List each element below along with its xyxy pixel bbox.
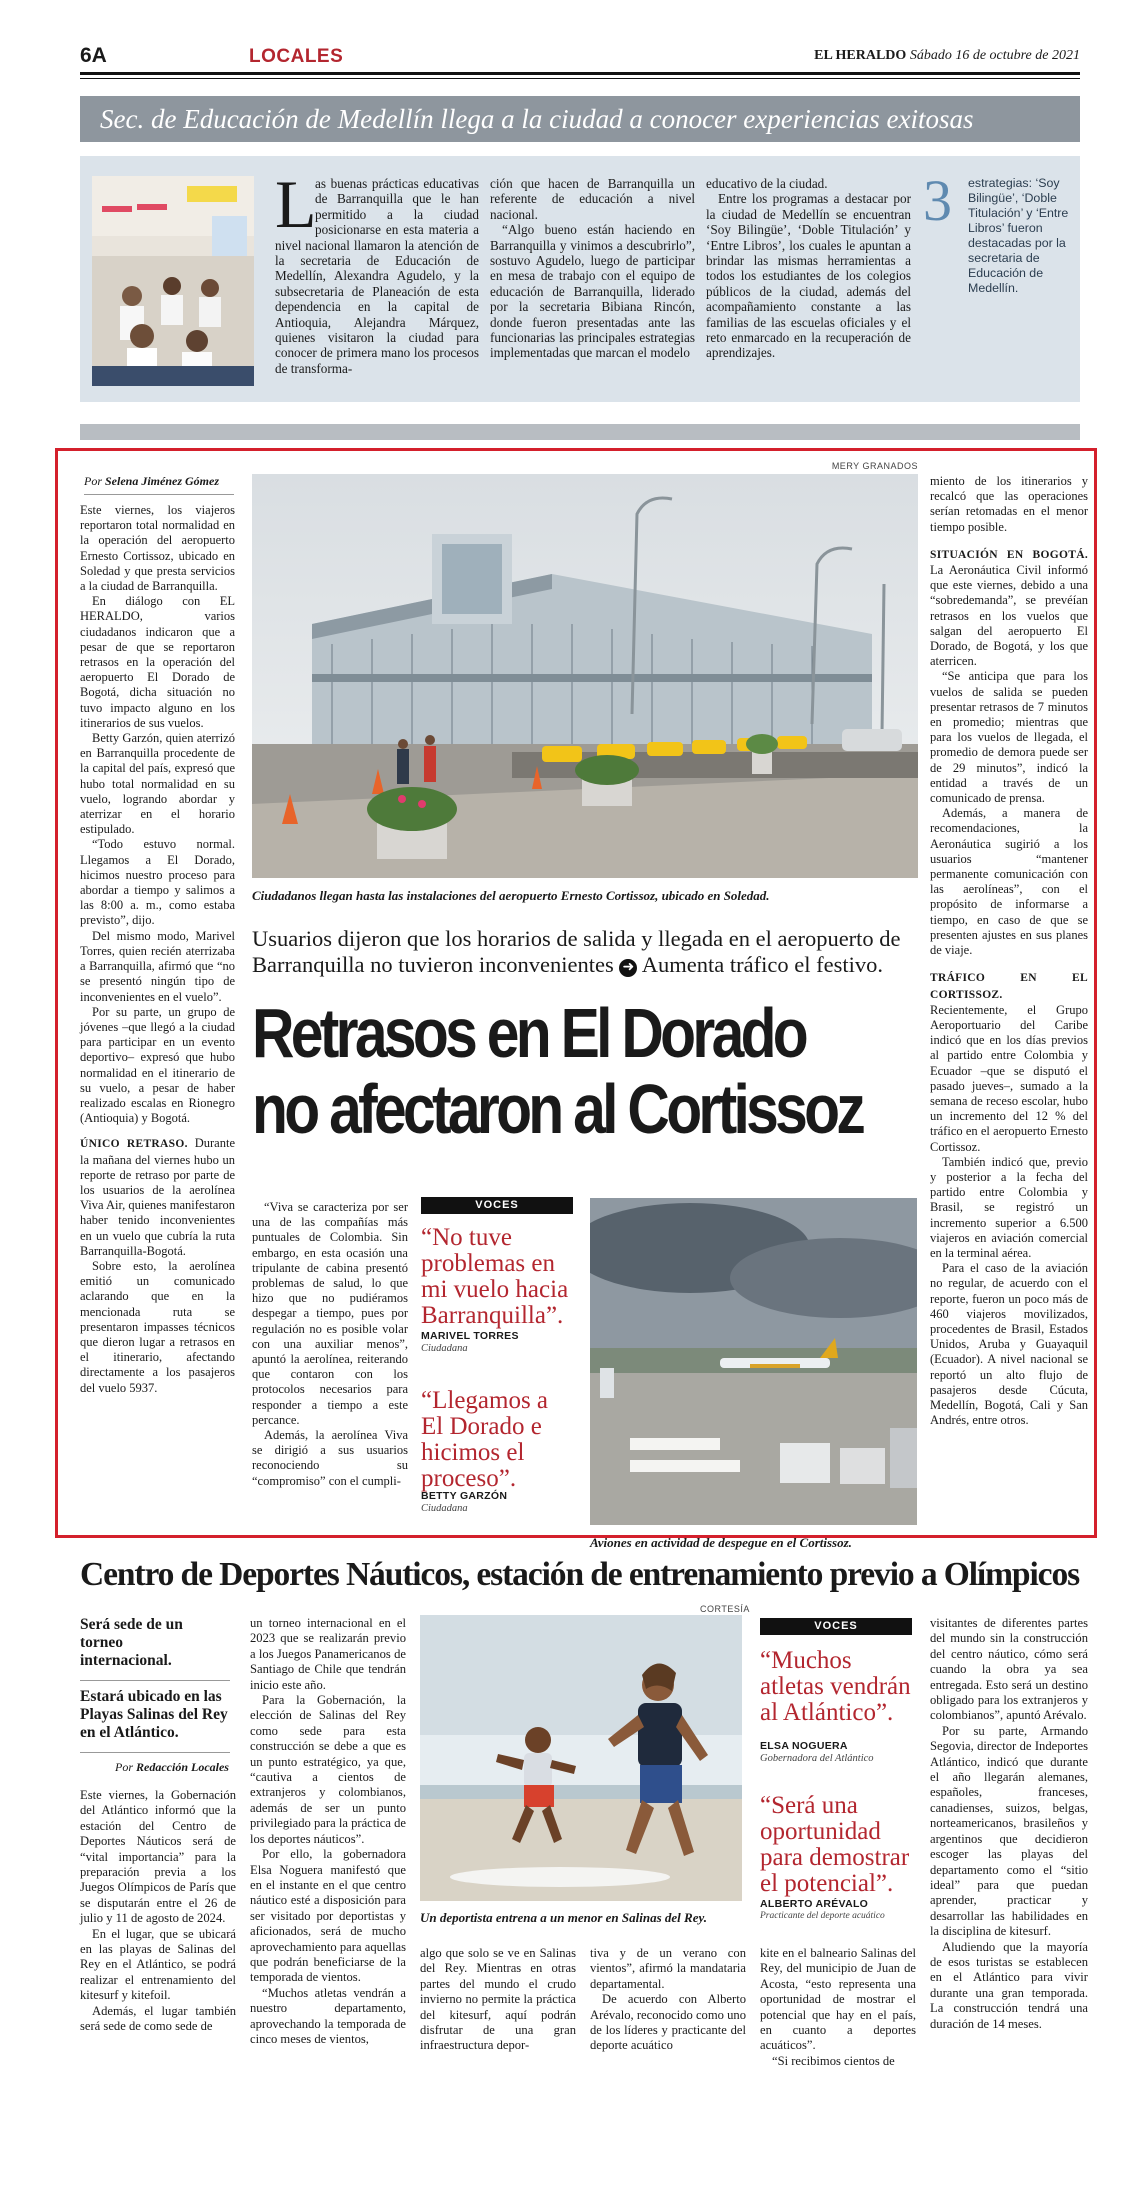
- bottom-quote-2-role: Practicante del deporte acuático: [760, 1911, 885, 1921]
- main-left-p1: Este viernes, los viajeros reportaron total normalidad en la operación del aeropuerto Ernesto Cortissoz, ubicado en Soledad y que presta servicios a la ciudad de Barranquilla.: [80, 503, 235, 594]
- main-left-p2: En diálogo con EL HERALDO, varios ciudadanos indicaron que a pesar de que se reportaron retrasos en la operación del aeropuerto El Dorado de Bogotá, dicha situación no tuvo impacto alguno en los itinerarios de sus vuelos.: [80, 594, 235, 730]
- bottom-col-3-p1: algo que solo se ve en Salinas del Rey. Mientras en otras partes del mundo el crudo invierno no permite la práctica del kitesurf, aquí podrán disfrutar de una gran infraestructura depor-: [420, 1946, 576, 2053]
- bottom-byline-prefix: Por: [115, 1760, 133, 1774]
- classroom-photo: [92, 176, 254, 386]
- main-mid-p1: “Viva se caracteriza por ser una de las compañías más puntuales de Colombia. Sin embargo, en esta ocasión una tripulante de cabina presentó problemas de salud, lo que hizo que no pudiéramos despegar a tiempo, pues por regulación no es posible volar con una auxiliar menos”, apuntó la aerolínea, reiterando que contaron con los protocolos necesarios para responder a tiempo a este percance.: [252, 1200, 408, 1427]
- main-right-top: miento de los itinerarios y recalcó que las operaciones serían retomadas en el menor tiempo posible.: [930, 474, 1088, 534]
- bogota-text-1: La Aeronáutica Civil informó que este viernes, debido a una “sobredemanda”, se prevéían retrasos en los vuelos que salgan del aeropuerto El Dorado, de Bogotá, y los que aterricen.: [930, 563, 1088, 669]
- main-left-p6: Por su parte, un grupo de jóvenes –que llegó a la ciudad para participar en un evento deportivo– expresó que hubo normalidad en el itinerario de su vuelo, a pesar de haber realizado escalas en Rionegro (Antioquia) y Bogotá.: [80, 1004, 235, 1126]
- main-deck-line-2: Barranquilla no tuvieron inconvenientes: [252, 952, 614, 977]
- bottom-col-6-p3: Aludiendo que la mayoría de esos turistas se establecen en el Atlántico para vivir durante una gran temporada. La construcción tendrá una duración de 14 meses.: [930, 1939, 1088, 2031]
- trafico-head: TRÁFICO EN EL CORTISSOZ.: [930, 972, 1088, 1001]
- main-headline-line-2: no afectaron al Cortissoz: [252, 1070, 863, 1148]
- bottom-col-1-p3: Además, el lugar también será sede de como sede de: [80, 2003, 236, 2034]
- edu-col-3: [706, 176, 911, 361]
- edu-col-3-p1: educativo de la ciudad.: [706, 176, 828, 191]
- main-right-col: [930, 474, 1088, 1428]
- runway-photo: [590, 1198, 917, 1525]
- section-divider: [80, 424, 1080, 440]
- bottom-headline: Centro de Deportes Náuticos, estación de entrenamiento previo a Olímpicos: [80, 1556, 1080, 1593]
- main-quote-2: “Llegamos a El Dorado e hicimos el proceso”.: [421, 1387, 549, 1492]
- issue-date: Sábado 16 de octubre de 2021: [909, 48, 1080, 63]
- main-trafico-p1: Recientemente, el Grupo Aeroportuario del Caribe indicó que en los días previos al partido entre Colombia y Ecuador –que se disputó el pasado jueves–, sumado a la semana de receso escolar, hubo un incremento del 12 % del tráfico en el aeropuerto Ernesto Cortissoz.: [930, 1002, 1088, 1154]
- bottom-voces-rule: [760, 1634, 912, 1635]
- main-deck: [252, 926, 932, 978]
- main-quote-2-role: Ciudadana: [421, 1503, 468, 1514]
- main-quote-1-role: Ciudadana: [421, 1343, 468, 1354]
- bottom-col-2-p2: Para la Gobernación, la elección de Salinas del Rey como sede para esta construcción se debe a que es un punto estratégico, ya que, “cautiva a cientos de extranjeros y colombianos, además de ser un punto privilegiado para la práctica de los deportes náuticos”.: [250, 1693, 406, 1846]
- bottom-col-4: [590, 1946, 746, 2054]
- bottom-quote-2-name: ALBERTO ARÉVALO: [760, 1898, 869, 1910]
- edu-col-2: [490, 176, 695, 361]
- page-number: 6A: [80, 44, 107, 67]
- main-mid-col: [252, 1200, 408, 1489]
- main-deck-line-1: Usuarios dijeron que los horarios de salida y llegada en el aeropuerto de: [252, 926, 901, 951]
- edu-col-1-text: as buenas prácticas educativas de Barranquilla que le han permitido a la ciudad posicionarse en esta materia a nivel nacional llamaron la atención de la secretaria de Educación de Medellín, Alexandra Agudelo, y la subsecretaria de Planeación de esta dependencia en la capital de Antioquia, Alejandra Márquez, quienes visitaron la ciudad para conocer de primera mano los procesos de transforma-: [275, 176, 479, 376]
- header-masthead: [814, 48, 1080, 64]
- main-photo-caption: Ciudadanos llegan hasta las instalaciones del aeropuerto Ernesto Cortissoz, ubicado en Soledad.: [252, 888, 770, 903]
- main-quote-1-name: MARIVEL TORRES: [421, 1330, 519, 1342]
- beach-photo: [420, 1615, 742, 1901]
- bottom-col-2-p4: “Muchos atletas vendrán a nuestro departamento, aprovechando la temporada de cinco meses de vientos,: [250, 1985, 406, 2046]
- byline-rule: [84, 494, 234, 495]
- edu-col-2-p2: “Algo bueno están haciendo en Barranquilla y vinimos a descubrirlo”, sostuvo Agudelo, luego de participar en mesa de trabajo con el equipo de educación de Barranquilla, liderado por la secretaria Bibiana Rincón, donde fueron presentadas ante las funcionarias las principales estrategias implementadas que marcan el modelo: [490, 222, 695, 361]
- main-photo-credit: MERY GRANADOS: [831, 461, 918, 471]
- summary-rule-1: [80, 1680, 230, 1681]
- bottom-col-5: [760, 1946, 916, 2069]
- summary-rule-2: [80, 1752, 230, 1753]
- main-voces-rule: [421, 1213, 573, 1214]
- main-quote-1: “No tuve problemas en mi vuelo hacia Barranquilla”.: [421, 1224, 569, 1329]
- main-unico-p2: Sobre esto, la aerolínea emitió un comunicado aclarando que en la mencionada ruta se presentaron impasses técnicos que dieron lugar a retrasos en el itinerario, afectando directamente a los pasajeros del vuelo 5937.: [80, 1258, 235, 1395]
- edu-banner: [80, 96, 1080, 142]
- bottom-summary-1: Será sede de un torneo internacional.: [80, 1616, 183, 1669]
- edu-banner-title: Sec. de Educación de Medellín llega a la ciudad a conocer experiencias exitosas: [100, 104, 974, 134]
- section-name: LOCALES: [249, 46, 344, 67]
- bottom-quote-1: “Muchos atletas vendrán al Atlántico”.: [760, 1647, 911, 1726]
- bottom-byline-name: Redacción Locales: [136, 1760, 229, 1774]
- bottom-voces-label: VOCES: [760, 1618, 912, 1634]
- main-quote-2-name: BETTY GARZÓN: [421, 1490, 508, 1502]
- main-deck-arrow-text: Aumenta tráfico el festivo.: [641, 952, 883, 977]
- bottom-col-6-p2: Por su parte, Armando Segovia, director de Indeportes Atlántico, indicó que durante el año llegarán alemanes, españoles, franceses, canadienses, suizos, belgas, norteamericanos, brasileños y argentinos que decidieron escoger las playas del departamento como el “sitio ideal” para que puedan aprender, practicar y desarrollar las habilidades en la disciplina de kitesurf.: [930, 1723, 1088, 1939]
- main-unico-p1: [80, 1136, 235, 1259]
- bottom-col-5-p1: kite en el balneario Salinas del Rey, del municipio de Juan de Acosta, “esto representa una oportunidad de mostrar el potencial que hay en el país, en cuanto a deportes acuáticos”.: [760, 1946, 916, 2053]
- edu-fact-text: estrategias: ‘Soy Bilingüe’, ‘Doble Titulación’ y ‘Entre Libros’ fueron destacadas por la secretaria de Educación de Medellín.: [968, 176, 1069, 295]
- airport-photo: [252, 474, 918, 878]
- runway-photo-caption: Aviones en actividad de despegue en el Cortissoz.: [590, 1535, 852, 1550]
- edu-col-1: [275, 176, 479, 376]
- main-bogota-p1: [930, 547, 1088, 670]
- main-byline-name: Selena Jiménez Gómez: [105, 474, 219, 488]
- bottom-col-2-p3: Por ello, la gobernadora Elsa Noguera manifestó que en el instante en el que centro náutico esté a disposición para ser visitado por deportistas y aficionados, será de mucho aprovechamiento para aquellas que podrán beneficiarse de la temporada de vientos.: [250, 1847, 406, 1985]
- bottom-col-6-p1: visitantes de diferentes partes del mundo sin la construcción del centro náutico, cómo será cuando la obra ya sea entregada. Esto será un destino obligado para los extranjeros y colombianos”, apuntó Arévalo.: [930, 1616, 1088, 1723]
- bogota-head: SITUACIÓN EN BOGOTÁ.: [930, 548, 1088, 561]
- bottom-col-1-p1: Este viernes, la Gobernación del Atlántico informó que la estación del Centro de Deportes Náuticos será de “vital importancia” para la preparación previa a los Juegos Olímpicos de París que se disputarán entre el 26 de julio y 11 de agosto de 2024.: [80, 1788, 236, 1926]
- main-byline: [84, 474, 234, 489]
- main-trafico-head-p: [930, 970, 1088, 1002]
- bottom-col-4-p2: De acuerdo con Alberto Arévalo, reconocido como uno de los líderes y practicante del deporte acuático: [590, 1992, 746, 2053]
- main-headline: [252, 994, 863, 1148]
- bottom-summary-2: Estará ubicado en las Playas Salinas del Rey en el Atlántico.: [80, 1688, 228, 1741]
- arrow-circle-icon: ➜: [619, 959, 637, 977]
- bottom-col-2-p1: un torneo internacional en el 2023 que se realizarán previo a los Juegos Panamericanos de Santiago de Chile que tendrán inicio este año.: [250, 1616, 406, 1692]
- main-trafico-p2: También indicó que, previo y posterior a la fecha del partido entre Colombia y Brasil, se registró un incremento superior a 6.500 viajeros en aviación comercial en la terminal aérea.: [930, 1154, 1088, 1260]
- paper-name: EL HERALDO: [814, 48, 907, 63]
- main-mid-p2: Además, la aerolínea Viva se dirigió a sus usuarios reconociendo su “compromiso” con el cumpli-: [252, 1428, 408, 1488]
- header-rule-thin: [80, 78, 1080, 79]
- main-left-p5: Del mismo modo, Marivel Torres, quien recién aterrizaba a Barranquilla, afirmó que “no se presentó ningún tipo de inconvenientes en el vuelo”.: [80, 928, 235, 1004]
- bottom-col-1-p2: En el lugar, que se ubicará en las playas de Salinas del Rey en el Atlántico, se podrá realizar el entrenamiento del kitesurf y kitefoil.: [80, 1926, 236, 2003]
- unico-head: ÚNICO RETRASO.: [80, 1138, 188, 1151]
- main-trafico-p3: Para el caso de la aviación no regular, de acuerdo con el reporte, fueron un poco más de 460 viajeros movilizados, procedentes de Brasil, Estados Unidos, Aruba y Guayaquil (Ecuador). A nivel nacional se reportó un alto flujo de pasajeros desde Cúcuta, Medellín, Bogotá, Cali y San Andrés, entre otros.: [930, 1261, 1088, 1428]
- bottom-quote-2: “Será una oportunidad para demostrar el potencial”.: [760, 1792, 910, 1897]
- bottom-quote-1-name: ELSA NOGUERA: [760, 1740, 848, 1752]
- bottom-col-6: [930, 1616, 1088, 2032]
- bottom-quote-1-role: Gobernadora del Atlántico: [760, 1753, 874, 1764]
- main-left-p4: “Todo estuvo normal. Llegamos a El Dorado, hicimos nuestro proceso para abordar a tiempo y salimos a las 8:00 a. m., como estaba previsto”, dijo.: [80, 837, 235, 928]
- bottom-col-4-p1: tiva y de un verano con vientos”, afirmó la mandataria departamental.: [590, 1946, 746, 1991]
- edu-col-2-p1: ción que hacen de Barranquilla un referente de educación a nivel nacional.: [490, 176, 695, 222]
- bottom-col-5-p2: “Si recibimos cientos de: [772, 2053, 895, 2068]
- unico-text-1: Durante la mañana del viernes hubo un reporte de retraso por parte de los usuarios de la aerolínea Viva Air, quienes manifestaron haber tenido inconvenientes en un vuelo que cubría la ruta Barranquilla-Bogotá.: [80, 1136, 235, 1258]
- main-bogota-p3: Además, a manera de recomendaciones, la Aeronáutica sugirió a los usuarios “mantener permanente comunicación con las aerolíneas”, con el propósito de informarse a tiempo, en caso de que se presenten ajustes en sus planes de viaje.: [930, 806, 1088, 958]
- main-byline-prefix: Por: [84, 474, 102, 488]
- edu-col-3-p2: Entre los programas a destacar por la ciudad de Medellín se encuentran ‘Soy Bilingüe’, ‘Doble Titulación’ y ‘Entre Libros’, los cuales le apuntan a brindar las mismas herramientas a todos los estudiantes de los colegios públicos de la ciudad, además del acompañamiento constante a las familias de las escuelas oficiales y el reto enmarcado en la recuperación de aprendizajes.: [706, 191, 911, 361]
- bottom-col-3: [420, 1946, 576, 2054]
- main-bogota-p2: “Se anticipa que para los vuelos de salida se pueden presentar retrasos de 7 minutos en promedio; mientras que para los vuelos de llegada, el promedio de demora puede ser de 29 minutos”, indicó la entidad a través de un comunicado de prensa.: [930, 669, 1088, 806]
- bottom-col-1: [80, 1788, 236, 2035]
- beach-photo-caption: Un deportista entrena a un menor en Salinas del Rey.: [420, 1910, 707, 1925]
- main-left-p3: Betty Garzón, quien aterrizó en Barranquilla procedente de la capital del país, expresó que hubo total normalidad en su vuelo, logrando abordar y aterrizar en el horario estipulado.: [80, 731, 235, 837]
- main-voces-label: VOCES: [421, 1197, 573, 1213]
- bottom-photo-credit: CORTESÍA: [700, 1604, 750, 1614]
- main-headline-line-1: Retrasos en El Dorado: [252, 994, 806, 1072]
- header-rule: [80, 72, 1080, 75]
- edu-dropcap: L: [275, 166, 317, 242]
- bottom-col-2: [250, 1616, 406, 2047]
- bottom-byline: [115, 1760, 229, 1775]
- edu-fact-number: 3: [923, 168, 952, 233]
- main-left-col: [80, 503, 235, 1396]
